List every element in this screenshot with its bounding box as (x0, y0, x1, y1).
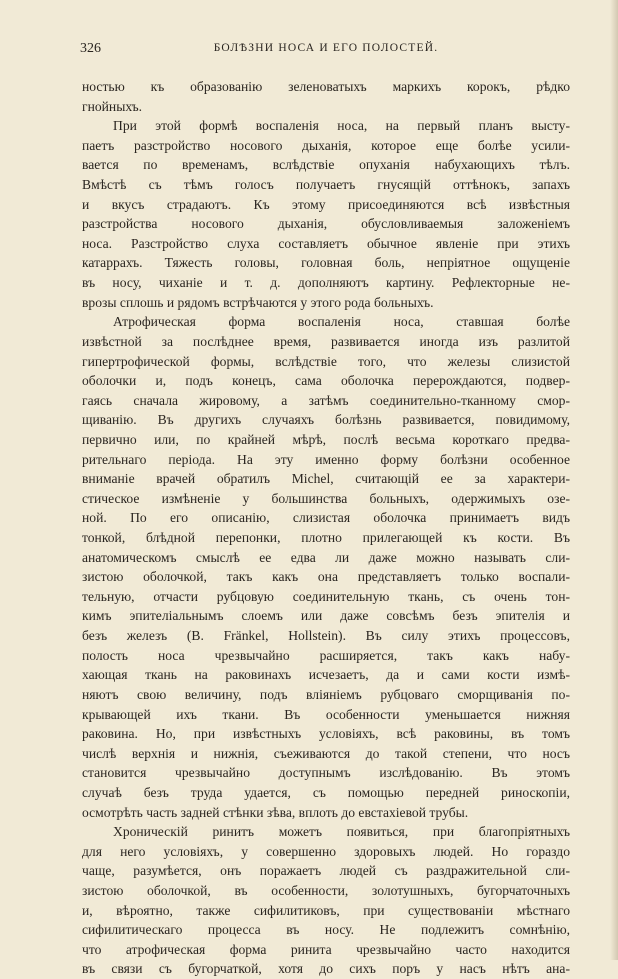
text-line: и вкусъ страдаютъ. Къ этому присоединяются всѣ извѣстныя (82, 196, 570, 212)
text-line: оболочки и, подъ конецъ, сама оболочка перерождаются, подвер- (82, 373, 570, 389)
text-line: и, вѣроятно, также сифилитиковъ, при существованіи мѣстнаго (82, 902, 570, 918)
text-line: сифилитическаго процесса въ носу. Не подлежитъ сомнѣнію, (82, 922, 570, 938)
text-line: для него условіяхъ, у совершенно здоровыхъ людей. Но гораздо (82, 843, 570, 859)
text-line: безъ железъ (B. Fränkel, Hollstein). Въ силу этихъ процессовъ, (82, 628, 570, 644)
text-line: паетъ разстройство носового дыханія, которое еще болѣе усили- (82, 137, 570, 153)
text-line: раковина. Но, при извѣстныхъ условіяхъ, всѣ раковины, въ томъ (82, 726, 570, 742)
text-line: гнойныхъ. (82, 98, 143, 114)
text-line: крывающей ихъ ткани. Въ особенности уменьшается нижняя (82, 706, 570, 722)
text-line: числѣ верхнія и нижнія, съеживаются до такой степени, что носъ (82, 745, 570, 761)
text-line: стическое измѣненіе у большинства больныхъ, одержимыхъ озе- (82, 490, 570, 506)
body-text (82, 77, 570, 979)
text-line: разстройства носового дыханія, обусловливаемыя заложеніемъ (82, 216, 570, 232)
text-line: въ связи съ бугорчаткой, хотя до сихъ поръ у насъ нѣтъ ана- (82, 961, 570, 977)
text-line: врозы сплошь и рядомъ встрѣчаются у этого рода больныхъ. (82, 294, 434, 310)
text-line: Атрофическая форма воспаленія носа, ставшая болѣе (113, 314, 570, 330)
text-line: тельную, отчасти рубцовую соединительную ткань, съ очень тон- (82, 588, 570, 604)
text-line: щиванію. Въ другихъ случаяхъ болѣзнь развивается, повидимому, (82, 412, 570, 428)
text-line: гаясь сначала жировому, а затѣмъ соединительно-тканному смор- (82, 392, 570, 408)
text-line: Вмѣстѣ съ тѣмъ голосъ получаетъ гнусящій оттѣнокъ, запахъ (82, 177, 570, 193)
text-line: зистою оболочкой, такъ какъ она представляетъ только воспали- (82, 569, 570, 585)
text-line: ностью къ образованію зеленоватыхъ маркихъ корокъ, рѣдко (82, 79, 570, 94)
text-line: тонкой, блѣдной перепонки, плотно прилегающей къ кости. Въ (82, 530, 570, 546)
text-line: полость носа чрезвычайно расширяется, такъ какъ набу- (82, 647, 570, 663)
text-line: зистою оболочкой, въ особенности, золотушныхъ, бугорчаточныхъ (82, 882, 570, 898)
text-line: кимъ эпителіальнымъ слоемъ или даже совсѣмъ безъ эпителія и (82, 608, 570, 624)
text-line: вается по временамъ, вслѣдствіе опуханія набухающихъ тѣлъ. (82, 157, 570, 173)
running-title: БОЛѢЗНИ НОСА И ЕГО ПОЛОСТЕЙ. (213, 42, 439, 54)
text-line: осмотрѣть часть задней стѣнки зѣва, вплоть до евстахіевой трубы. (82, 804, 469, 820)
text-line: вниманіе врачей обратилъ Michel, считающій ее за характери- (82, 471, 570, 487)
text-line: въ носу, чиханіе и т. д. дополняютъ картину. Рефлекторные не- (82, 275, 570, 291)
text-line: анатомическомъ смыслѣ ее едва ли даже можно называть сли- (82, 549, 570, 565)
page-header (80, 41, 572, 61)
page-edge-shadow (610, 0, 618, 960)
text-line: Хроническій ринитъ можетъ появиться, при благопріятныхъ (113, 824, 570, 840)
text-line: извѣстной за послѣднее время, развивается иногда изъ разлитой (82, 333, 570, 349)
text-line: гипертрофической формы, вслѣдствіе того, что железы слизистой (82, 353, 570, 369)
text-line: катаррахъ. Тяжесть головы, головная боль, непріятное ощущеніе (82, 255, 570, 271)
text-line: хающая ткань на раковинахъ исчезаетъ, да и сами кости измѣ- (82, 667, 570, 683)
text-line: чаще, разумѣется, онъ поражаетъ людей съ раздражительной сли- (82, 863, 570, 879)
text-line: что атрофическая форма ринита чрезвычайно часто находится (82, 941, 570, 957)
page-number: 326 (80, 41, 101, 56)
text-line: рительнаго періода. На эту именно форму болѣзни особенное (82, 451, 570, 467)
text-line: становится чрезвычайно доступнымъ изслѣдованію. Въ этомъ (82, 765, 570, 781)
text-line: первично или, по крайней мѣрѣ, послѣ весьма короткаго предва- (82, 431, 570, 447)
text-line: случаѣ безъ труда удается, съ помощью передней риноскопіи, (82, 784, 570, 800)
text-line: няютъ свою величину, подъ вліяніемъ рубцоваго сморщиванія по- (82, 686, 570, 702)
text-line: ной. По его описанію, слизистая оболочка принимаетъ видъ (82, 510, 570, 526)
text-line: При этой формѣ воспаленія носа, на первый планъ высту- (113, 118, 570, 134)
text-line: носа. Разстройство слуха составляетъ обычное явленіе при этихъ (82, 235, 570, 251)
